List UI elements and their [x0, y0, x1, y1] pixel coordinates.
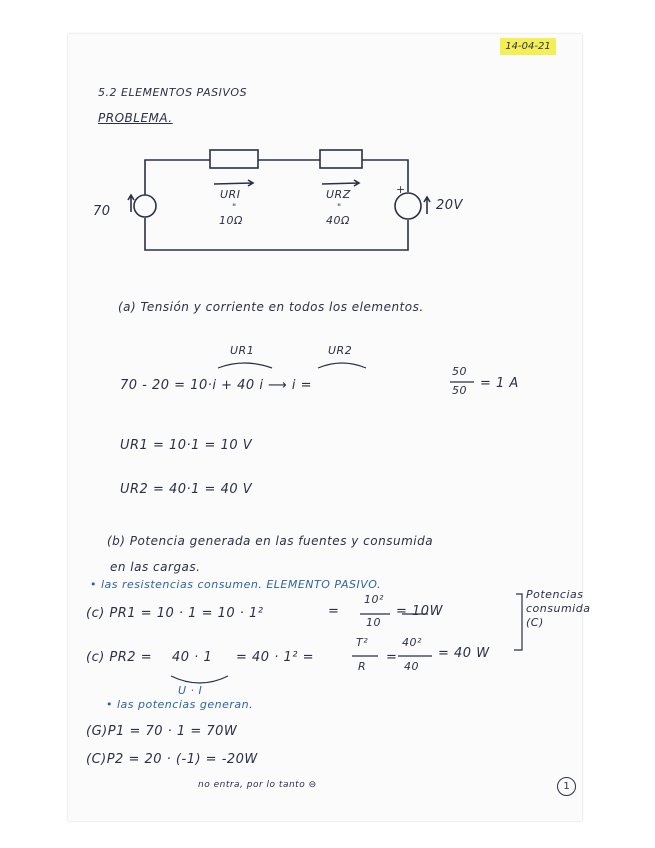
pr1-expression: (c) PR1 = 10 · 1 = 10 · 1² [86, 606, 264, 621]
bracket-label-consumed: Potencias consumida (C) [526, 588, 591, 629]
source-left-value: 70 [93, 204, 111, 219]
r1-value-label: 10Ω [219, 214, 243, 227]
date-highlight: 14-04-21 [500, 38, 556, 55]
ur2-value: UR2 = 40·1 = 40 V [120, 482, 253, 497]
current-frac-num: 50 [452, 365, 467, 378]
current-result: = 1 A [480, 376, 519, 391]
p2-consumed: (C)P2 = 20 · (-1) = -20W [86, 752, 258, 767]
p1-generated: (G)P1 = 70 · 1 = 70W [86, 724, 238, 739]
r2-voltage-label: URZ [326, 188, 351, 201]
pr2-middle: = 40 · 1² = [236, 650, 314, 665]
current-frac-den: 50 [452, 384, 467, 397]
p2-note: no entra, por lo tanto ⊖ [198, 780, 317, 790]
part-b-title-cont: en las cargas. [110, 560, 201, 574]
note-resistances-consume: • las resistencias consumen. ELEMENTO PASIVO. [90, 578, 381, 591]
part-b-title: (b) Potencia generada en las fuentes y consumida [107, 534, 434, 548]
pr2-result: = 40 W [438, 646, 490, 661]
pr2-frac-num: T² [356, 636, 369, 649]
pr2-numerator: 40 · 1 [172, 650, 213, 665]
r1-equals-mark: " [232, 203, 237, 213]
ur1-brace-label: UR1 [230, 344, 255, 357]
polarity-plus: + [396, 183, 406, 196]
part-a-title: (a) Tensión y corriente en todos los elementos. [118, 300, 424, 314]
pr1-frac-den: 10 [366, 616, 381, 629]
problem-heading: PROBLEMA. [98, 111, 173, 125]
pr2-frac-den: R [358, 660, 367, 673]
pr1-frac-num: 10² [364, 593, 384, 606]
pr2-lhs: (c) PR2 = [86, 650, 153, 665]
source-right-value: 20V [436, 198, 463, 213]
pr2-frac2-num: 40² [402, 636, 422, 649]
ur2-brace-label: UR2 [328, 344, 353, 357]
page-number-circle: 1 [557, 777, 576, 796]
pr2-equals: = [386, 650, 398, 665]
pr2-under-note: U · I [178, 684, 203, 697]
kvl-equation: 70 - 20 = 10·i + 40 i ⟶ i = [120, 378, 312, 393]
r2-equals-mark: " [337, 203, 342, 213]
section-heading: 5.2 ELEMENTOS PASIVOS [98, 86, 248, 99]
ur1-value: UR1 = 10·1 = 10 V [120, 438, 253, 453]
r1-voltage-label: URI [220, 188, 241, 201]
pr2-frac2-den: 40 [404, 660, 419, 673]
pr1-equals: = [328, 604, 340, 619]
pr1-result: = 10W [396, 604, 443, 619]
r2-value-label: 40Ω [326, 214, 350, 227]
note-sources-generate: • las potencias generan. [106, 698, 254, 711]
